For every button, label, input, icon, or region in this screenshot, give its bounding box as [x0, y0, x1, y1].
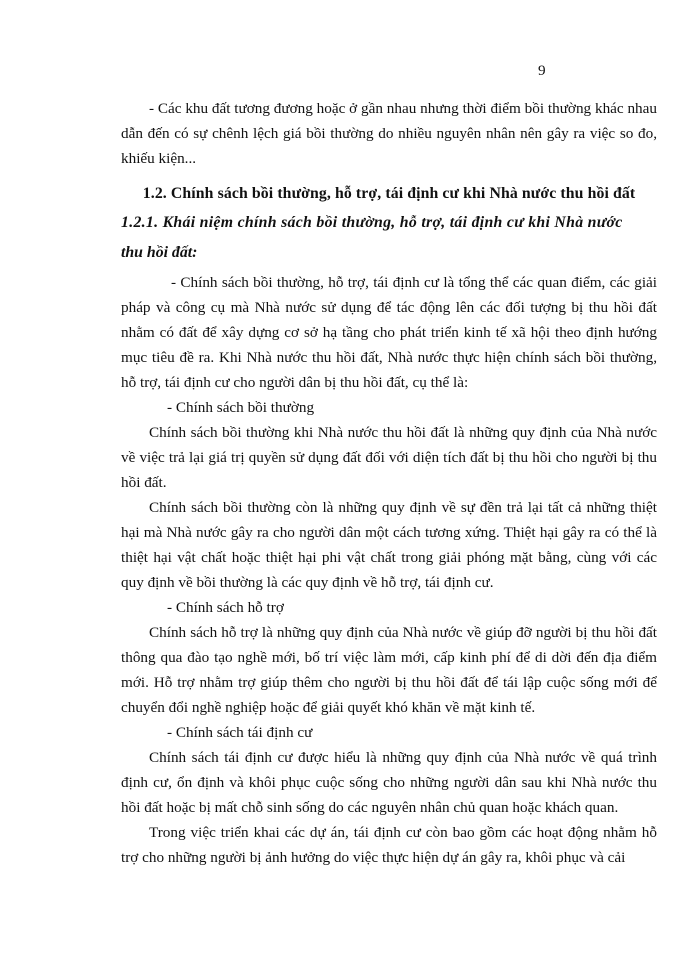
subheading-resettlement: - Chính sách tái định cư	[167, 724, 313, 741]
support-paragraph: Chính sách hỗ trợ là những quy định của Nhà nước về giúp đỡ người bị thu hồi đất thông qua đào tạo nghề mới, bố trí việc làm mới, cấp kinh phí để di dời đến địa điểm mới. Hỗ trợ nhằm trợ giúp thêm cho người bị thu hồi đất để tái lập cuộc sống mới để chuyển đổi nghề nghiệp hoặc để giải quyết khó khăn về mặt kinh tế.	[121, 624, 657, 716]
resettlement-paragraph-1: Chính sách tái định cư được hiểu là những quy định của Nhà nước về quá trình định cư, ổn định và khôi phục cuộc sống cho những người dân sau khi Nhà nước thu hồi đất hoặc bị mất chỗ sinh sống do các nguyên nhân chủ quan hoặc khách quan.	[121, 749, 657, 816]
compensation-paragraph-2: Chính sách bồi thường còn là những quy định về sự đền trả lại tất cả những thiệt hại mà Nhà nước gây ra cho người dân một cách tương xứng. Thiệt hại gây ra có thể là thiệt hại vật chất hoặc thiệt hại phi vật chất trong giải phóng mặt bằng, cùng với các quy định về bồi thường là các quy định về hỗ trợ, tái định cư.	[121, 499, 657, 591]
subsection-heading-1-2-1-continued: thu hồi đất:	[121, 244, 198, 261]
compensation-paragraph-1: Chính sách bồi thường khi Nhà nước thu hồi đất là những quy định của Nhà nước về việc trả lại giá trị quyền sử dụng đất đối với diện tích đất bị thu hồi cho người bị thu hồi đất.	[121, 424, 657, 491]
page-number: 9	[538, 62, 546, 79]
resettlement-paragraph-2: Trong việc triển khai các dự án, tái định cư còn bao gồm các hoạt động nhằm hỗ trợ cho những người bị ảnh hưởng do việc thực hiện dự án gây ra, khôi phục và cải	[121, 824, 657, 866]
subsection-heading-1-2-1: 1.2.1. Khái niệm chính sách bồi thường, hỗ trợ, tái định cư khi Nhà nước	[121, 214, 623, 231]
subheading-support: - Chính sách hỗ trợ	[167, 599, 284, 616]
subheading-compensation: - Chính sách bồi thường	[167, 399, 315, 416]
concept-paragraph: - Chính sách bồi thường, hỗ trợ, tái định cư là tổng thể các quan điểm, các giải pháp và công cụ mà Nhà nước sử dụng để tác động lên các đối tượng bị thu hồi đất nhằm có đất để xây dựng cơ sở hạ tầng cho phát triển kinh tế xã hội theo định hướng mục tiêu đề ra. Khi Nhà nước thu hồi đất, Nhà nước thực hiện chính sách bồi thường, hỗ trợ, tái định cư cho người dân bị thu hồi đất, cụ thể là:	[121, 274, 657, 391]
intro-paragraph: - Các khu đất tương đương hoặc ở gần nhau nhưng thời điểm bồi thường khác nhau dẫn đến có sự chênh lệch giá bồi thường do nhiều nguyên nhân nên gây ra việc so đo, khiếu kiện...	[121, 100, 657, 167]
section-heading-1-2: 1.2. Chính sách bồi thường, hỗ trợ, tái định cư khi Nhà nước thu hồi đất	[142, 185, 636, 202]
document-body	[121, 96, 657, 870]
